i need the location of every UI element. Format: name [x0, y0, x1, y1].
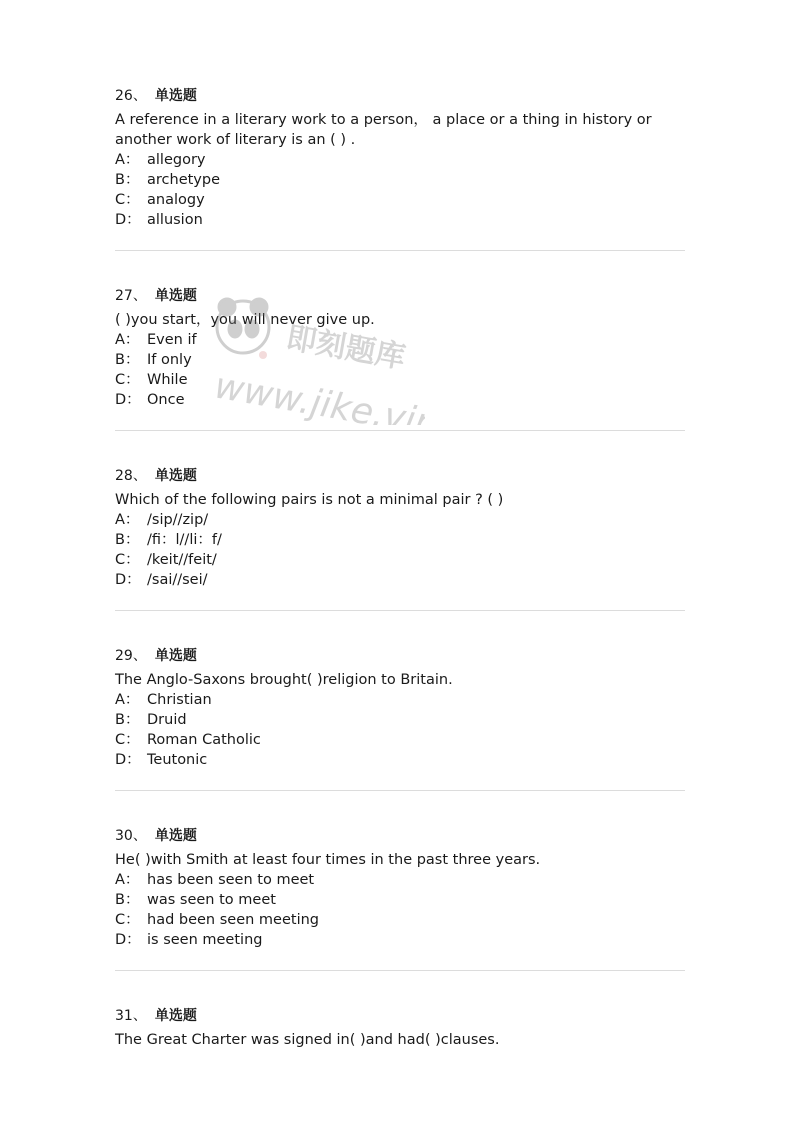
option-text: If only — [147, 352, 192, 368]
question-type: 单选题 — [154, 88, 197, 104]
option-key: C： — [115, 732, 140, 748]
question-type: 单选题 — [154, 1008, 197, 1024]
question-text: A reference in a literary work to a person， a place or a thing in history or another work of literary is an ( ) . — [115, 112, 657, 148]
option-key: B： — [115, 352, 140, 368]
option-c[interactable] — [115, 730, 685, 750]
option-key: B： — [115, 892, 140, 908]
option-key: C： — [115, 192, 140, 208]
option-key: D： — [115, 572, 141, 588]
option-text: analogy — [147, 192, 205, 208]
question-number: 28 — [115, 468, 133, 484]
option-list — [115, 510, 685, 590]
option-key: D： — [115, 392, 141, 408]
option-text: Teutonic — [147, 752, 208, 768]
question-header — [115, 646, 685, 666]
watermark-brand: 即刻题库 — [283, 320, 408, 376]
option-text: While — [147, 372, 188, 388]
option-key: D： — [115, 212, 141, 228]
option-list — [115, 690, 685, 770]
question-separator: 、 — [132, 1008, 147, 1024]
question-type: 单选题 — [154, 828, 197, 844]
option-a[interactable] — [115, 330, 685, 350]
option-text: Roman Catholic — [147, 732, 261, 748]
option-text: /fi：l//li：f/ — [147, 532, 222, 548]
question-number: 29 — [115, 648, 133, 664]
question-number: 26 — [115, 88, 133, 104]
question-separator: 、 — [132, 828, 147, 844]
question-separator: 、 — [132, 468, 147, 484]
option-a[interactable] — [115, 150, 685, 170]
question-text: The Great Charter was signed in( )and had( )clauses. — [115, 1032, 500, 1048]
option-a[interactable] — [115, 510, 685, 530]
question-text: He( )with Smith at least four times in the past three years. — [115, 852, 541, 868]
question-header — [115, 286, 685, 306]
option-key: D： — [115, 752, 141, 768]
option-text: archetype — [147, 172, 221, 188]
question-text: The Anglo-Saxons brought( )religion to Britain. — [115, 672, 453, 688]
question-29 — [115, 646, 685, 770]
question-separator: 、 — [132, 288, 147, 304]
question-header — [115, 1006, 685, 1026]
option-a[interactable] — [115, 870, 685, 890]
option-text: has been seen to meet — [147, 872, 315, 888]
question-number: 31 — [115, 1008, 133, 1024]
option-text: had been seen meeting — [147, 912, 320, 928]
question-number: 30 — [115, 828, 133, 844]
option-b[interactable] — [115, 530, 685, 550]
option-key: D： — [115, 932, 141, 948]
option-c[interactable] — [115, 910, 685, 930]
option-key: C： — [115, 912, 140, 928]
option-text: Druid — [147, 712, 187, 728]
option-key: A： — [115, 332, 140, 348]
option-d[interactable] — [115, 210, 685, 230]
question-31 — [115, 1006, 685, 1050]
option-key: A： — [115, 512, 140, 528]
question-type: 单选题 — [154, 648, 197, 664]
option-key: A： — [115, 152, 140, 168]
option-text: allusion — [147, 212, 203, 228]
option-text: Once — [147, 392, 185, 408]
option-text: Christian — [147, 692, 212, 708]
option-b[interactable] — [115, 350, 685, 370]
option-key: C： — [115, 552, 140, 568]
option-b[interactable] — [115, 710, 685, 730]
option-list — [115, 330, 685, 410]
question-30 — [115, 826, 685, 950]
option-text: /keit//feit/ — [147, 552, 217, 568]
option-text: Even if — [147, 332, 197, 348]
question-separator: 、 — [132, 648, 147, 664]
option-text: was seen to meet — [147, 892, 276, 908]
option-key: C： — [115, 372, 140, 388]
option-b[interactable] — [115, 890, 685, 910]
question-27 — [115, 286, 685, 410]
question-number: 27 — [115, 288, 133, 304]
question-divider — [115, 970, 685, 971]
watermark-url: www.jike.vip — [211, 365, 425, 425]
question-text: Which of the following pairs is not a minimal pair ? ( ) — [115, 492, 504, 508]
option-c[interactable] — [115, 190, 685, 210]
option-text: /sip//zip/ — [147, 512, 209, 528]
option-key: B： — [115, 712, 140, 728]
question-28 — [115, 466, 685, 590]
question-type: 单选题 — [154, 288, 197, 304]
question-divider — [115, 610, 685, 611]
option-c[interactable] — [115, 370, 685, 390]
option-d[interactable] — [115, 750, 685, 770]
option-text: /sai//sei/ — [147, 572, 208, 588]
option-text: allegory — [147, 152, 206, 168]
question-separator: 、 — [132, 88, 147, 104]
option-key: A： — [115, 692, 140, 708]
option-list — [115, 870, 685, 950]
question-divider — [115, 790, 685, 791]
option-key: A： — [115, 872, 140, 888]
option-a[interactable] — [115, 690, 685, 710]
question-26 — [115, 86, 685, 230]
question-header — [115, 826, 685, 846]
question-divider — [115, 250, 685, 251]
question-header — [115, 466, 685, 486]
option-list — [115, 150, 685, 230]
question-type: 单选题 — [154, 468, 197, 484]
option-d[interactable] — [115, 930, 685, 950]
option-b[interactable] — [115, 170, 685, 190]
option-text: is seen meeting — [147, 932, 263, 948]
option-key: B： — [115, 172, 140, 188]
question-divider — [115, 430, 685, 431]
option-d[interactable] — [115, 570, 685, 590]
option-key: B： — [115, 532, 140, 548]
option-c[interactable] — [115, 550, 685, 570]
question-text: ( )you start，you will never give up. — [115, 312, 375, 328]
question-header — [115, 86, 685, 106]
option-d[interactable] — [115, 390, 685, 410]
